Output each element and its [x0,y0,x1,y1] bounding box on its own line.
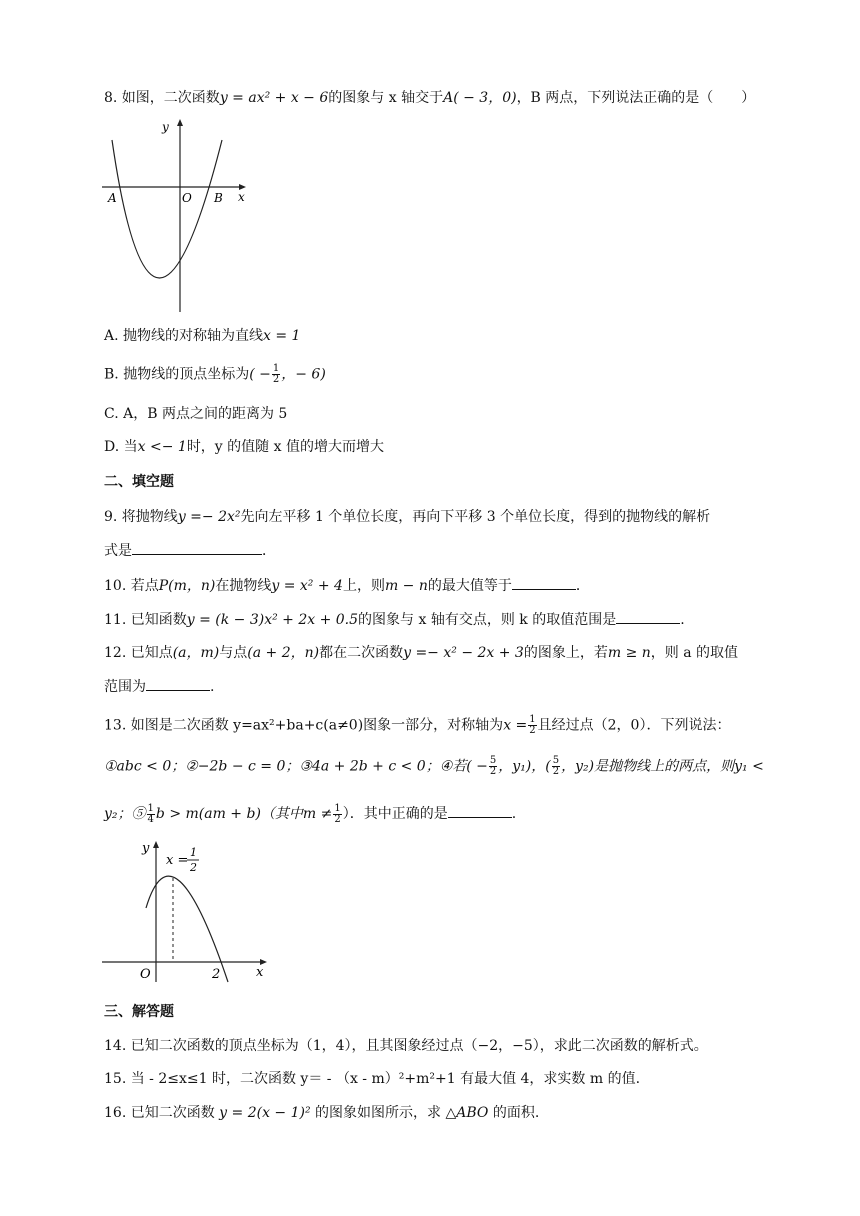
q8-y-arrow-icon [177,119,183,126]
q10-suffix: 的最大值等于 [427,578,512,594]
q8-stem-func: y = ax² + x − 6 [219,90,329,106]
q13-line2-den-1: 2 [489,766,497,777]
q11-prefix: 11. 已知函数 [104,612,187,628]
q8-stem-point: A( − 3，0) [443,90,517,106]
q12-line-2 [104,676,214,697]
q13-line3-end: . [511,806,517,822]
q13-line2-fraction-2 [552,756,560,777]
q8-option-b-open: ( − [249,366,271,383]
q13-line3-den-1: 4 [147,813,154,825]
q8-a-label: A [108,191,117,205]
q13-line1-den: 2 [529,725,536,736]
q8-option-a-math: x = 1 [263,328,301,344]
q12-mid3: 的图象上，若 [523,645,608,661]
q8-option-d [104,437,384,457]
q10-mid: 在抛物线 [215,578,272,594]
q13-line1-prefix: 13. 如图是二次函数 y=ax²+ba+c(a≠0)图象一部分，对称轴为 [104,717,504,734]
q13-line2-num-1: 5 [489,755,497,766]
q8-option-b-text: B. 抛物线的顶点坐标为 [104,366,250,383]
q13-line3-num-1: 1 [147,802,154,814]
q13-line2-fraction-1 [489,756,497,777]
q12-prefix: 12. 已知点 [104,645,173,661]
q8-option-b-den: 2 [272,374,280,385]
q9-answer-blank [132,540,262,555]
q13-parabola-figure [100,838,275,984]
q16-math: y = 2(x − 1)² [219,1105,311,1121]
q12-suffix: ，则 a 的取值 [650,645,739,661]
q13-two-label: 2 [212,967,221,982]
q8-stem-mid: 的图象与 x 轴交于 [328,90,444,106]
q16 [104,1103,539,1123]
q13-o-label: O [140,967,151,982]
q13-line2-suffix: ，y₂)是抛物线上的两点，则y₁ < [561,758,764,775]
q13-line2-num-2: 5 [552,755,560,766]
q16-prefix: 16. 已知二次函数 [104,1105,215,1121]
q9-line2-suffix: ． [262,543,276,559]
q13-line2-den-2: 2 [552,766,560,777]
q13-line3-fraction-1 [147,804,155,825]
q12-mid1: 与点 [219,645,248,661]
q12-answer-blank [146,676,210,691]
q13-x-label: x [256,965,264,980]
q8-option-c [104,404,287,424]
q10-math-1: P(m，n) [158,578,216,594]
q12-line2-prefix: 范围为 [104,679,146,695]
q8-y-label: y [162,120,169,134]
q10-prefix: 10. 若点 [104,578,159,594]
q8-b-label: B [214,191,223,205]
q8-x-label: x [238,190,245,204]
q11-math: y = (k − 3)x² + 2x + 0.5 [186,612,359,628]
q12-line2-end: . [210,679,215,695]
q10 [104,575,590,596]
q12-math-2: (a + 2，n) [247,645,320,661]
q16-math-2: △ABO [445,1105,489,1121]
q8-parabola-figure [100,116,250,316]
q13-line-3 [104,803,516,825]
q8-option-d-prefix: D. 当 [104,439,138,455]
q13-line1-suffix: 且经过点（2，0）．下列说法： [537,717,731,734]
q13-line3-mid: b > m(am + b)（其中m ≠ [155,806,333,822]
q13-line-1 [104,715,730,736]
q13-line-2 [104,756,764,777]
q13-line2-text: ①abc < 0；②−2b − c = 0；③4a + 2b + c < 0；④若( − [104,758,488,775]
q13-y-label: y [142,841,150,856]
q8-option-b-close: ，− 6) [281,366,326,383]
q13-line2-mid: ，y₁)，( [498,758,551,775]
q8-option-d-math: x <− 1 [137,439,187,455]
q9-math: y =− 2x² [177,509,241,525]
q13-axis-num: 1 [190,846,197,859]
q9-line-1 [104,507,710,527]
q13-line3-fraction-2 [333,804,341,825]
q9-line-2 [104,540,276,561]
q10-math-2: y = x² + 4 [271,578,343,594]
q8-option-b [104,364,326,385]
q13-line1-num: 1 [529,714,536,725]
q8-parabola-curve [112,140,222,278]
q13-axis-label: x = [166,853,189,868]
q13-answer-blank [448,803,512,818]
q11-end: . [680,612,685,628]
q8-option-b-num: 1 [272,363,280,374]
q9-suffix: 先向左平移 1 个单位长度，再向下平移 3 个单位长度，得到的抛物线的解析 [240,509,711,525]
q10-math-3: m − n [384,578,428,594]
q8-o-label: O [182,191,192,205]
q13-line3-suffix: ）．其中正确的是 [342,806,448,822]
q10-end: ． [575,578,590,594]
q13-line3-prefix: y₂；⑤ [104,806,146,822]
q16-mid: 的图象如图所示，求 [315,1105,442,1121]
q14: 14. 已知二次函数的顶点坐标为（1，4），且其图象经过点（−2，−5），求此二次函数的解析式。 [104,1038,708,1054]
q8-stem-prefix: 8. 如图，二次函数 [104,90,220,106]
q13-line1-math: x = [503,717,528,734]
q10-answer-blank [512,575,576,590]
q8-option-b-fraction [272,364,280,385]
q12-line-1 [104,643,738,663]
q13-line3-den-2: 2 [334,813,341,825]
q12-math-4: m ≥ n [607,645,651,661]
q12-mid2: 都在二次函数 [319,645,404,661]
q13-y-arrow-icon [153,841,159,848]
q10-mid2: 上，则 [342,578,385,594]
q16-suffix: 的面积. [492,1105,540,1121]
q8-stem-suffix: ，B 两点，下列说法正确的是（ ） [516,90,756,106]
section-3-title: 三、解答题 [104,1004,174,1020]
q13-axis-den: 2 [190,861,197,874]
q8-option-a [104,326,300,346]
q9-prefix: 9. 将抛物线 [104,509,178,525]
q13-line1-fraction [528,715,536,736]
q11-answer-blank [616,609,680,624]
q15: 15. 当 - 2≤x≤1 时，二次函数 y＝ - （x - m）²+m²+1 有最大值 4，求实数 m 的值. [104,1071,641,1087]
q8-stem [104,88,755,108]
q11-suffix: 的图象与 x 轴有交点，则 k 的取值范围是 [358,612,617,628]
q8-option-a-text: A. 抛物线的对称轴为直线 [104,328,264,344]
q13-line3-num-2: 1 [334,802,341,814]
q11 [104,609,685,630]
q12-math-1: (a，m) [172,645,220,661]
section-2-title: 二、填空题 [104,474,174,490]
q9-line2-prefix: 式是 [104,543,132,559]
q8-option-d-suffix: 时，y 的值随 x 值的增大而增大 [186,439,384,455]
q8-option-c-text: C. A，B 两点之间的距离为 5 [104,406,288,422]
q12-math-3: y =− x² − 2x + 3 [403,645,524,661]
